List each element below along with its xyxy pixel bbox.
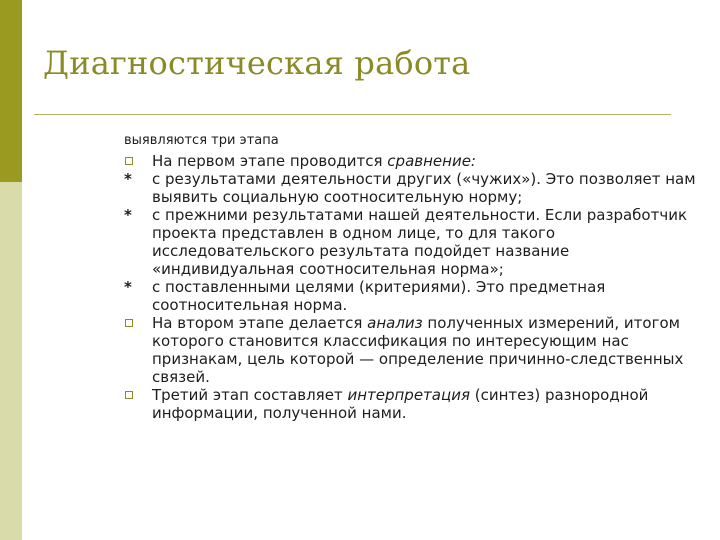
left-band-light xyxy=(0,182,22,540)
stage1-prefix: На первом этапе проводится xyxy=(152,152,388,170)
stage1-emphasis: сравнение: xyxy=(387,152,476,170)
list-item-stage1 xyxy=(124,152,709,170)
left-band-dark xyxy=(0,0,22,182)
star-marker: * xyxy=(124,170,132,188)
star-marker: * xyxy=(124,278,132,296)
title-divider xyxy=(34,114,671,115)
stage2-suffix: полученных измерений, итогом которого становится классификация по интересующим нас признакам, цель которой — определение причинно-следственных связей. xyxy=(152,314,684,386)
star-marker: * xyxy=(124,206,132,224)
stage3-emphasis: интерпретация xyxy=(347,386,470,404)
list-item-stage3 xyxy=(124,386,709,422)
intro-text: выявляются три этапа xyxy=(124,133,279,148)
star2-text: с прежними результатами нашей деятельности. Если разработчик проекта представлен в одном лице, то для такого исследовательского результата подойдет название «индивидуальная соотносительная норма»; xyxy=(152,206,688,278)
list-item-stage2 xyxy=(124,314,709,386)
stage2-prefix: На втором этапе делается xyxy=(152,314,368,332)
slide-body xyxy=(124,132,709,422)
list-item-star1 xyxy=(124,170,709,206)
star1-text: с результатами деятельности других («чужих»). Это позволяет нам выявить социальную соотносительную норму; xyxy=(152,170,696,206)
star3-text: с поставленными целями (критериями). Это предметная соотносительная норма. xyxy=(152,278,606,314)
list-item-star2 xyxy=(124,206,709,278)
stage3-suffix: (синтез) разнородной информации, полученной нами. xyxy=(152,386,649,422)
stage3-prefix: Третий этап составляет xyxy=(152,386,348,404)
slide-title: Диагностическая работа xyxy=(43,44,471,82)
stage2-emphasis: анализ xyxy=(367,314,423,332)
list-item-star3 xyxy=(124,278,709,314)
